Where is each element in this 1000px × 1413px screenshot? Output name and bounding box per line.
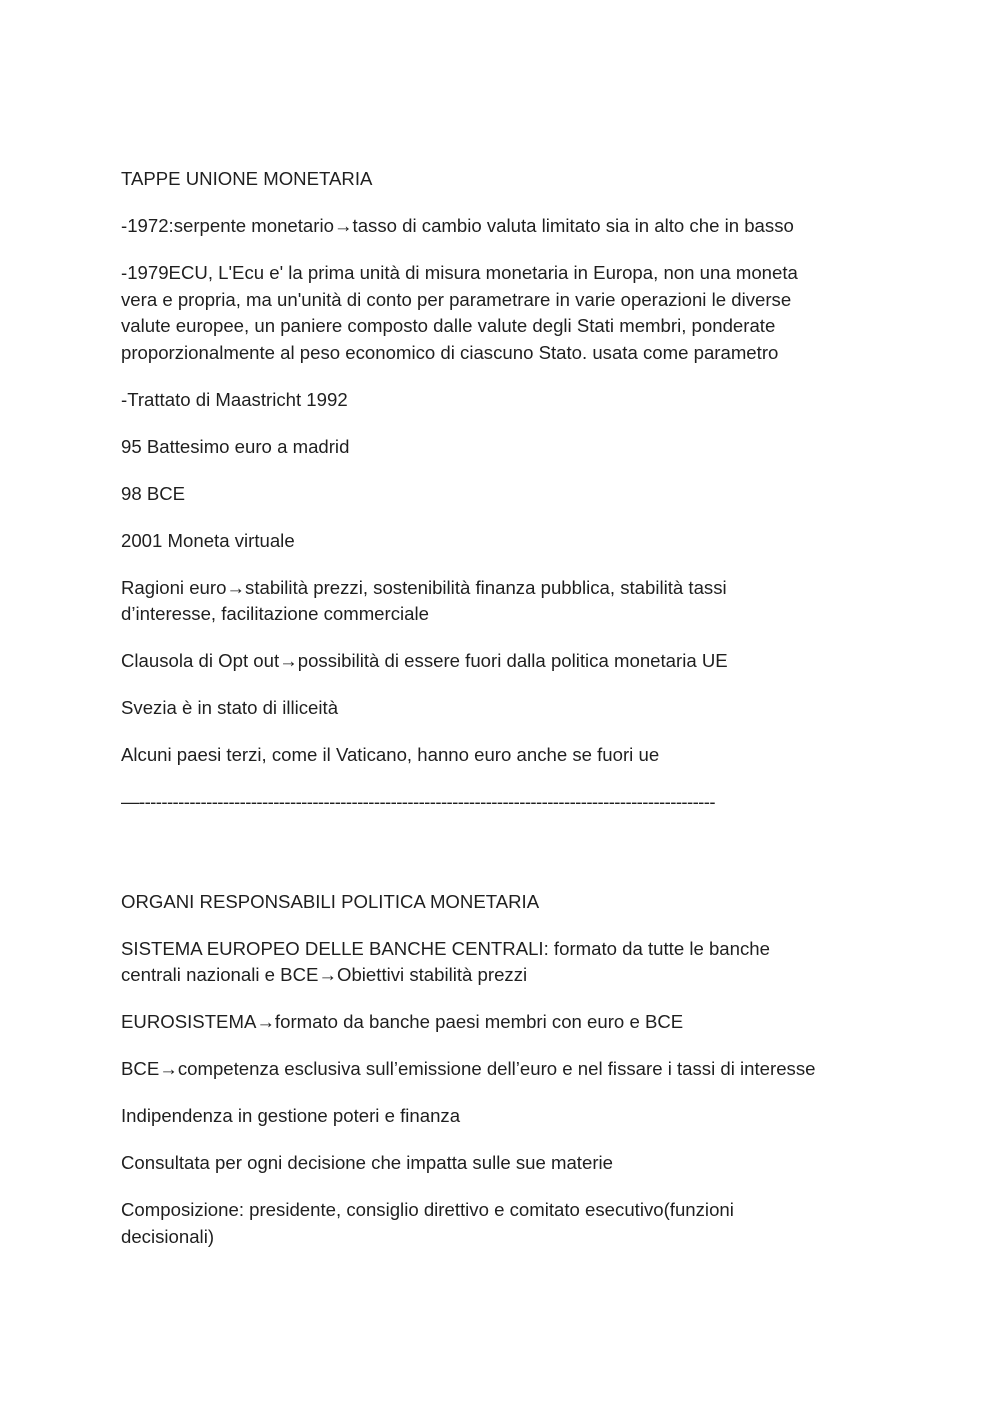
paragraph-svezia: Svezia è in stato di illiceità	[121, 697, 339, 718]
paragraph-bce: BCE→competenza esclusiva sull’emissione dell’euro e nel fissare i tassi di interesse	[121, 1058, 816, 1079]
document-page	[121, 166, 881, 1250]
paragraph-ragioni-euro: Ragioni euro→stabilità prezzi, sostenibilità finanza pubblica, stabilità tassi d’interesse, facilitazione commerciale	[121, 576, 727, 624]
paragraph-opt-out: Clausola di Opt out→possibilità di essere fuori dalla politica monetaria UE	[121, 650, 728, 671]
paragraph-composizione: Composizione: presidente, consiglio direttivo e comitato esecutivo(funzioni decisionali)	[121, 1199, 734, 1247]
section-title-tappe: TAPPE UNIONE MONETARIA	[121, 168, 373, 189]
section-title-organi: ORGANI RESPONSABILI POLITICA MONETARIA	[121, 890, 540, 912]
paragraph-indipendenza: Indipendenza in gestione poteri e finanza	[121, 1105, 461, 1126]
paragraph-1979-ecu: -1979ECU, L'Ecu e' la prima unità di misura monetaria in Europa, non una moneta vera e propria, ma un'unità di conto per parametrare in varie operazioni le diverse valute europee, un paniere composto dalle valute degli Stati membri, ponderate proporzionalmente al peso economico di ciascuno Stato. usata come parametro	[121, 262, 798, 363]
divider-line: —-------------------------------------------------------------------------------------------------------	[121, 791, 715, 812]
paragraph-eurosistema: EUROSISTEMA→formato da banche paesi membri con euro e BCE	[121, 1011, 684, 1032]
paragraph-2001: 2001 Moneta virtuale	[121, 529, 295, 551]
paragraph-consultata: Consultata per ogni decisione che impatta sulle sue materie	[121, 1152, 613, 1173]
paragraph-sebc: SISTEMA EUROPEO DELLE BANCHE CENTRALI: formato da tutte le banche centrali nazionali e BCE→Obiettivi stabilità prezzi	[121, 937, 770, 985]
paragraph-paesi-terzi: Alcuni paesi terzi, come il Vaticano, hanno euro anche se fuori ue	[121, 744, 660, 765]
paragraph-maastricht: -Trattato di Maastricht 1992	[121, 388, 348, 410]
paragraph-98: 98 BCE	[121, 482, 186, 504]
paragraph-95: 95 Battesimo euro a madrid	[121, 435, 350, 457]
paragraph-1972: -1972:serpente monetario→tasso di cambio valuta limitato sia in alto che in basso	[121, 215, 794, 236]
